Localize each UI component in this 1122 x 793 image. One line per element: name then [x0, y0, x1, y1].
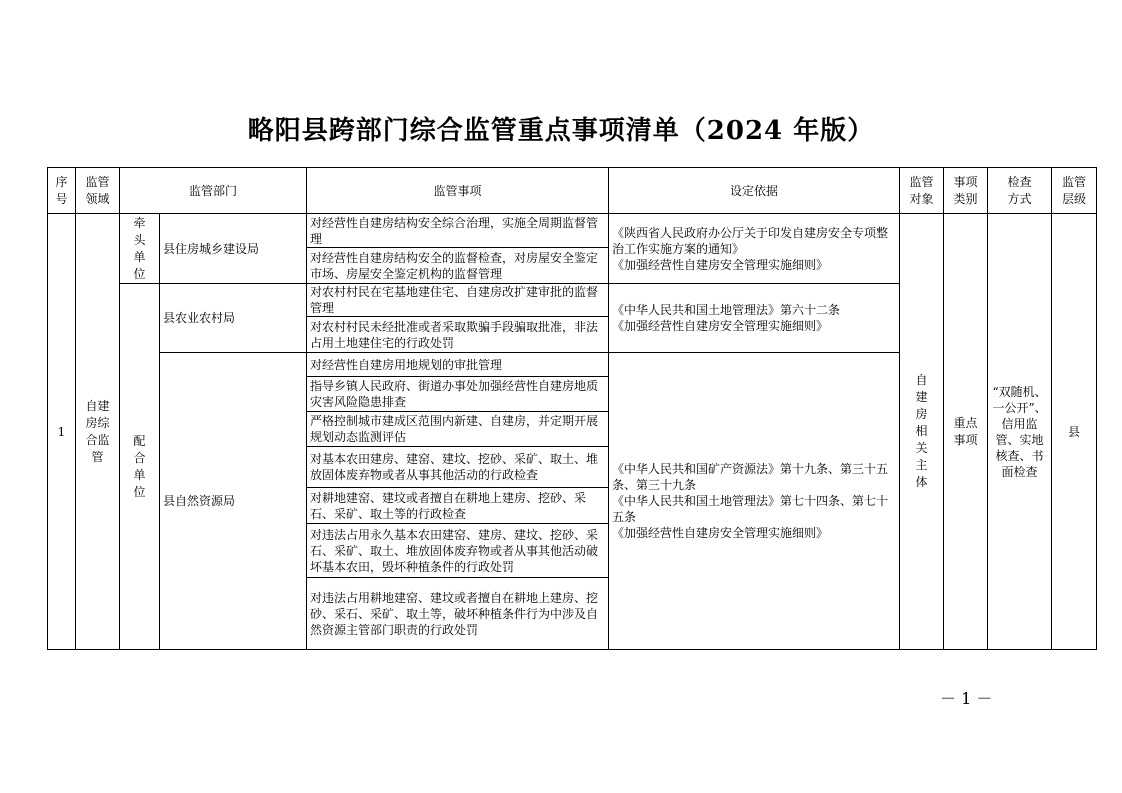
basis-cell [609, 353, 900, 650]
item-cell: 对经营性自建房结构安全综合治理，实施全周期监督管理 [307, 214, 609, 248]
dept-name: 县住房城乡建设局 [160, 214, 307, 284]
table-row [48, 214, 1097, 248]
basis-line: 《加强经营性自建房安全管理实施细则》 [612, 526, 829, 540]
category-cell: 重点事项 [953, 415, 978, 447]
basis-line: 《中华人民共和国矿产资源法》第十九条、第三十五条、第三十九条 [612, 462, 889, 492]
item-cell: 对经营性自建房结构安全的监督检查，对房屋安全鉴定市场、房屋安全鉴定机构的监督管理 [307, 248, 609, 284]
page-number: － 1 － [940, 689, 993, 708]
coop-unit-label: 配合单位 [133, 433, 146, 499]
supervision-table [47, 167, 1097, 650]
header-method: 检查方式 [1007, 174, 1032, 206]
item-cell: 对违法占用耕地建窑、建坟或者擅自在耕地上建房、挖砂、采石、采矿、取土等，破坏种植条件行为中涉及自然资源主管部门职责的行政处罚 [307, 578, 609, 650]
item-cell: 对农村村民在宅基地建住宅、自建房改扩建审批的监督管理 [307, 284, 609, 317]
header-item: 监管事项 [307, 168, 609, 214]
item-cell: 对基本农田建房、建窑、建坟、挖砂、采矿、取土、堆放固体废弃物或者从事其他活动的行政检查 [307, 447, 609, 488]
item-cell: 对耕地建窑、建坟或者擅自在耕地上建房、挖砂、采石、采矿、取土等的行政检查 [307, 488, 609, 524]
header-object: 监管对象 [909, 174, 934, 206]
item-cell: 对农村村民未经批准或者采取欺骗手段骗取批准，非法占用土地建住宅的行政处罚 [307, 317, 609, 353]
item-cell: 严格控制城市建成区范围内新建、自建房，并定期开展规划动态监测评估 [307, 412, 609, 447]
header-dept: 监管部门 [120, 168, 307, 214]
basis-line: 《中华人民共和国土地管理法》第六十二条 [612, 303, 841, 317]
basis-line: 《陕西省人民政府办公厅关于印发自建房安全专项整治工作实施方案的通知》 [612, 225, 889, 256]
header-domain: 监管领域 [85, 174, 110, 206]
item-cell: 指导乡镇人民政府、街道办事处加强经营性自建房地质灾害风险隐患排查 [307, 377, 609, 412]
level-cell: 县 [1052, 214, 1097, 650]
header-seq: 序号 [55, 174, 68, 206]
basis-line: 《加强经营性自建房安全管理实施细则》 [612, 257, 829, 272]
method-cell: “双随机、一公开”、信用监管、实地核查、书面检查 [988, 214, 1052, 650]
domain-cell: 自建房综合监管 [85, 398, 110, 464]
basis-line: 《中华人民共和国土地管理法》第七十四条、第七十五条 [612, 494, 889, 524]
header-level: 监管层级 [1062, 174, 1087, 206]
basis-cell [609, 284, 900, 353]
basis-cell [609, 214, 900, 284]
basis-line: 《加强经营性自建房安全管理实施细则》 [612, 319, 829, 333]
header-basis: 设定依据 [609, 168, 900, 214]
header-row [48, 168, 1097, 214]
lead-unit-label: 牵头单位 [133, 215, 146, 281]
header-category: 事项类别 [953, 174, 978, 206]
object-cell: 自建房相关主体 [915, 373, 928, 489]
dept-name: 县农业农村局 [160, 284, 307, 353]
seq-cell: 1 [48, 214, 76, 650]
item-cell: 对违法占用永久基本农田建窑、建房、建坟、挖砂、采石、采矿、取土、堆放固体废弃物或者从事其他活动破坏基本农田，毁坏种植条件的行政处罚 [307, 524, 609, 578]
item-cell: 对经营性自建房用地规划的审批管理 [307, 353, 609, 377]
document-title: 略阳县跨部门综合监管重点事项清单（2024 年版） [247, 116, 875, 146]
dept-name: 县自然资源局 [160, 353, 307, 650]
